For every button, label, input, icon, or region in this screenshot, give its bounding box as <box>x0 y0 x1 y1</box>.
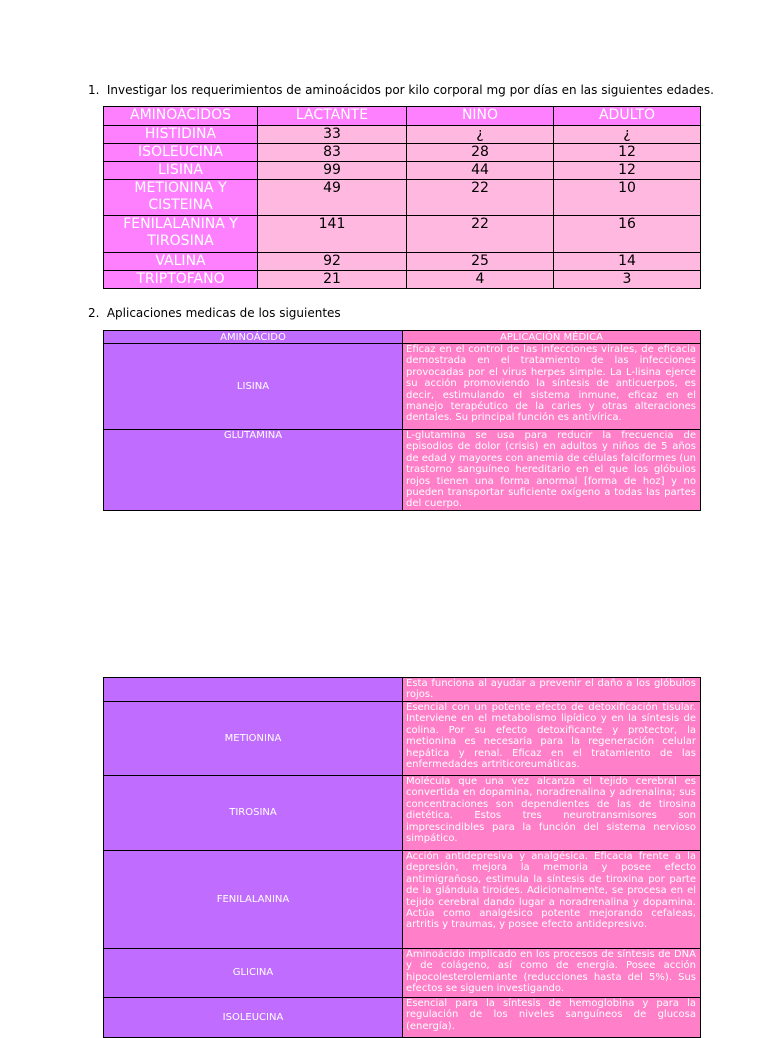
cell-nino: 4 <box>407 271 554 289</box>
question-2-number: 2. <box>88 306 100 320</box>
cell-adulto: 12 <box>554 144 701 162</box>
cell-lactante: 33 <box>258 126 407 144</box>
table-row <box>104 702 701 776</box>
cell-adulto: 10 <box>554 180 701 216</box>
cell-adulto: 14 <box>554 253 701 271</box>
aminoacid-name: ISOLEUCINA <box>104 998 403 1038</box>
cell-nino: ¿ <box>407 126 554 144</box>
row-label: TRIPTÓFANO <box>104 271 258 289</box>
header-aplicacion-medica: APLICACIÓN MÉDICA <box>403 331 701 344</box>
table-row <box>104 253 701 271</box>
table-header-row <box>104 331 701 344</box>
medical-application: Esta funciona al ayudar a prevenir el daño a los glóbulos rojos. <box>403 678 701 702</box>
cell-nino: 44 <box>407 162 554 180</box>
header-adulto: ADULTO <box>554 107 701 126</box>
medical-application: Molécula que una vez alcanza el tejido cerebral es convertida en dopamina, noradrenalina y adrenalina; sus concentraciones son dependientes de las de tirosina dietética. Estos tres neurotransmisores son imprescindibles para la función del sistema nervioso simpático. <box>403 776 701 851</box>
table-row <box>104 344 701 430</box>
table-row <box>104 776 701 851</box>
cell-nino: 28 <box>407 144 554 162</box>
row-label: METIONINA Y CISTEINA <box>104 180 258 216</box>
medical-application: Esencial con un potente efecto de detoxificación tisular. Interviene en el metabolismo lipídico y en la síntesis de colina. Por su efecto detoxificante y protector, la metionina es necesaria para la regeneración celular hepática y renal. Eficaz en el tratamiento de las enfermedades artriticoreumáticas. <box>403 702 701 776</box>
question-2-text: Aplicaciones medicas de los siguientes <box>106 306 341 320</box>
medical-applications-table-continued <box>103 677 701 1038</box>
table-row <box>104 949 701 998</box>
header-aminoacidos: AMINOÁCIDOS <box>104 107 258 126</box>
question-1 <box>88 83 714 97</box>
row-label: ISOLEUCINA <box>104 144 258 162</box>
question-1-number: 1. <box>88 83 100 97</box>
question-1-text: Investigar los requerimientos de aminoácidos por kilo corporal mg por días en las siguientes edades. <box>106 83 714 97</box>
aminoacid-name: LISINA <box>104 344 403 430</box>
table-header-row <box>104 107 701 126</box>
table-row <box>104 430 701 511</box>
aminoacid-name: GLUTAMINA <box>104 430 403 511</box>
table-row <box>104 180 701 216</box>
medical-application: Esencial para la síntesis de hemoglobina y para la regulación de los niveles sanguíneos de glucosa (energía). <box>403 998 701 1038</box>
cell-adulto: 3 <box>554 271 701 289</box>
aminoacid-name: GLICINA <box>104 949 403 998</box>
table-row <box>104 216 701 253</box>
header-nino: NIÑO <box>407 107 554 126</box>
row-label: VALINA <box>104 253 258 271</box>
row-label: FENILALANINA Y TIROSINA <box>104 216 258 253</box>
medical-applications-table <box>103 330 701 511</box>
cell-nino: 22 <box>407 180 554 216</box>
medical-application: Acción antidepresiva y analgésica. Eficacia frente a la depresión, mejora la memoria y posee efecto antimigrañoso, estimula la síntesis de tiroxina por parte de la glándula tiroides. Adicionalmente, se procesa en el tejido cerebral dando lugar a noradrenalina y dopamina. Actúa como analgésico potente mejorando cefaleas, artritis y traumas, y posee efecto antidepresivo. <box>403 851 701 949</box>
cell-lactante: 141 <box>258 216 407 253</box>
cell-lactante: 99 <box>258 162 407 180</box>
table-row <box>104 271 701 289</box>
question-2 <box>88 306 341 320</box>
medical-application: L-glutamina se usa para reducir la frecuencia de episodios de dolor (crisis) en adultos y niños de 5 años de edad y mayores con anemia de células falciformes (un trastorno sanguíneo hereditario en el que los glóbulos rojos tienen una forma anormal [forma de hoz] y no pueden transportar suficiente oxígeno a todas las partes del cuerpo. <box>403 430 701 511</box>
row-label: LISINA <box>104 162 258 180</box>
table-row <box>104 162 701 180</box>
header-lactante: LACTANTE <box>258 107 407 126</box>
cell-adulto: 12 <box>554 162 701 180</box>
medical-application: Eficaz en el control de las infecciones virales, de eficacia demostrada en el tratamiento de las infecciones provocadas por el virus herpes simple. La L-lisina ejerce su acción promoviendo la síntesis de anticuerpos, es decir, estimulando el sistema inmune, eficaz en el manejo terapéutico de la caries y otras alteraciones dentales. Su principal función es antivírica. <box>403 344 701 430</box>
cell-lactante: 92 <box>258 253 407 271</box>
medical-application: Aminoácido implicado en los procesos de síntesis de DNA y de colágeno, así como de energía. Posee acción hipocolesterolemiante (reducciones hasta del 5%). Sus efectos se siguen investigando. <box>403 949 701 998</box>
cell-adulto: 16 <box>554 216 701 253</box>
cell-nino: 22 <box>407 216 554 253</box>
row-label: HISTIDINA <box>104 126 258 144</box>
table-row <box>104 678 701 702</box>
table-row <box>104 144 701 162</box>
aminoacid-name <box>104 678 403 702</box>
cell-adulto: ¿ <box>554 126 701 144</box>
amino-requirements-table <box>103 106 701 289</box>
table-row <box>104 851 701 949</box>
aminoacid-name: TIROSINA <box>104 776 403 851</box>
cell-lactante: 21 <box>258 271 407 289</box>
header-aminoacido: AMINOÁCIDO <box>104 331 403 344</box>
table-row <box>104 126 701 144</box>
cell-lactante: 49 <box>258 180 407 216</box>
table-row <box>104 998 701 1038</box>
aminoacid-name: FENILALANINA <box>104 851 403 949</box>
aminoacid-name: METIONINA <box>104 702 403 776</box>
cell-nino: 25 <box>407 253 554 271</box>
cell-lactante: 83 <box>258 144 407 162</box>
